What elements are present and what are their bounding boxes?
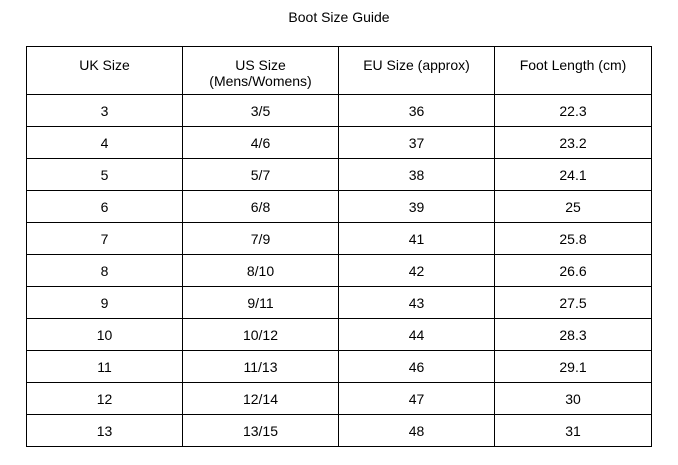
cell-us-size: 9/11 xyxy=(183,287,339,319)
header-eu-size: EU Size (approx) xyxy=(339,47,495,95)
cell-eu-size: 44 xyxy=(339,319,495,351)
header-us-size-line2: (Mens/Womens) xyxy=(209,73,312,89)
cell-uk-size: 4 xyxy=(27,127,183,159)
cell-us-size: 7/9 xyxy=(183,223,339,255)
table-row xyxy=(27,127,652,159)
cell-us-size: 11/13 xyxy=(183,351,339,383)
cell-us-size: 13/15 xyxy=(183,415,339,447)
table-row xyxy=(27,159,652,191)
cell-uk-size: 7 xyxy=(27,223,183,255)
cell-uk-size: 6 xyxy=(27,191,183,223)
table-row xyxy=(27,319,652,351)
cell-us-size: 6/8 xyxy=(183,191,339,223)
cell-uk-size: 5 xyxy=(27,159,183,191)
size-guide-table xyxy=(26,46,652,447)
table-row xyxy=(27,351,652,383)
cell-us-size: 8/10 xyxy=(183,255,339,287)
table-row xyxy=(27,191,652,223)
cell-foot-length: 29.1 xyxy=(495,351,652,383)
cell-uk-size: 12 xyxy=(27,383,183,415)
table-row xyxy=(27,255,652,287)
table-row xyxy=(27,223,652,255)
cell-foot-length: 27.5 xyxy=(495,287,652,319)
cell-eu-size: 46 xyxy=(339,351,495,383)
table-header xyxy=(27,47,652,95)
cell-us-size: 10/12 xyxy=(183,319,339,351)
cell-us-size: 4/6 xyxy=(183,127,339,159)
cell-foot-length: 30 xyxy=(495,383,652,415)
cell-uk-size: 3 xyxy=(27,95,183,127)
cell-eu-size: 42 xyxy=(339,255,495,287)
cell-uk-size: 8 xyxy=(27,255,183,287)
cell-eu-size: 48 xyxy=(339,415,495,447)
page-title: Boot Size Guide xyxy=(288,9,390,25)
table-row xyxy=(27,383,652,415)
cell-eu-size: 41 xyxy=(339,223,495,255)
table-row xyxy=(27,95,652,127)
header-row xyxy=(27,47,652,95)
cell-foot-length: 26.6 xyxy=(495,255,652,287)
cell-foot-length: 22.3 xyxy=(495,95,652,127)
cell-foot-length: 23.2 xyxy=(495,127,652,159)
header-us-size xyxy=(183,47,339,95)
cell-uk-size: 9 xyxy=(27,287,183,319)
cell-eu-size: 37 xyxy=(339,127,495,159)
cell-eu-size: 36 xyxy=(339,95,495,127)
cell-uk-size: 11 xyxy=(27,351,183,383)
cell-us-size: 5/7 xyxy=(183,159,339,191)
table-body xyxy=(27,95,652,447)
cell-us-size: 3/5 xyxy=(183,95,339,127)
header-us-size-line1: US Size xyxy=(235,57,286,73)
header-uk-size: UK Size xyxy=(27,47,183,95)
cell-uk-size: 10 xyxy=(27,319,183,351)
cell-foot-length: 25 xyxy=(495,191,652,223)
cell-uk-size: 13 xyxy=(27,415,183,447)
table-row xyxy=(27,415,652,447)
cell-eu-size: 39 xyxy=(339,191,495,223)
cell-us-size: 12/14 xyxy=(183,383,339,415)
table-row xyxy=(27,287,652,319)
cell-foot-length: 28.3 xyxy=(495,319,652,351)
header-foot-length: Foot Length (cm) xyxy=(495,47,652,95)
cell-foot-length: 25.8 xyxy=(495,223,652,255)
cell-eu-size: 47 xyxy=(339,383,495,415)
cell-foot-length: 24.1 xyxy=(495,159,652,191)
cell-foot-length: 31 xyxy=(495,415,652,447)
cell-eu-size: 38 xyxy=(339,159,495,191)
cell-eu-size: 43 xyxy=(339,287,495,319)
